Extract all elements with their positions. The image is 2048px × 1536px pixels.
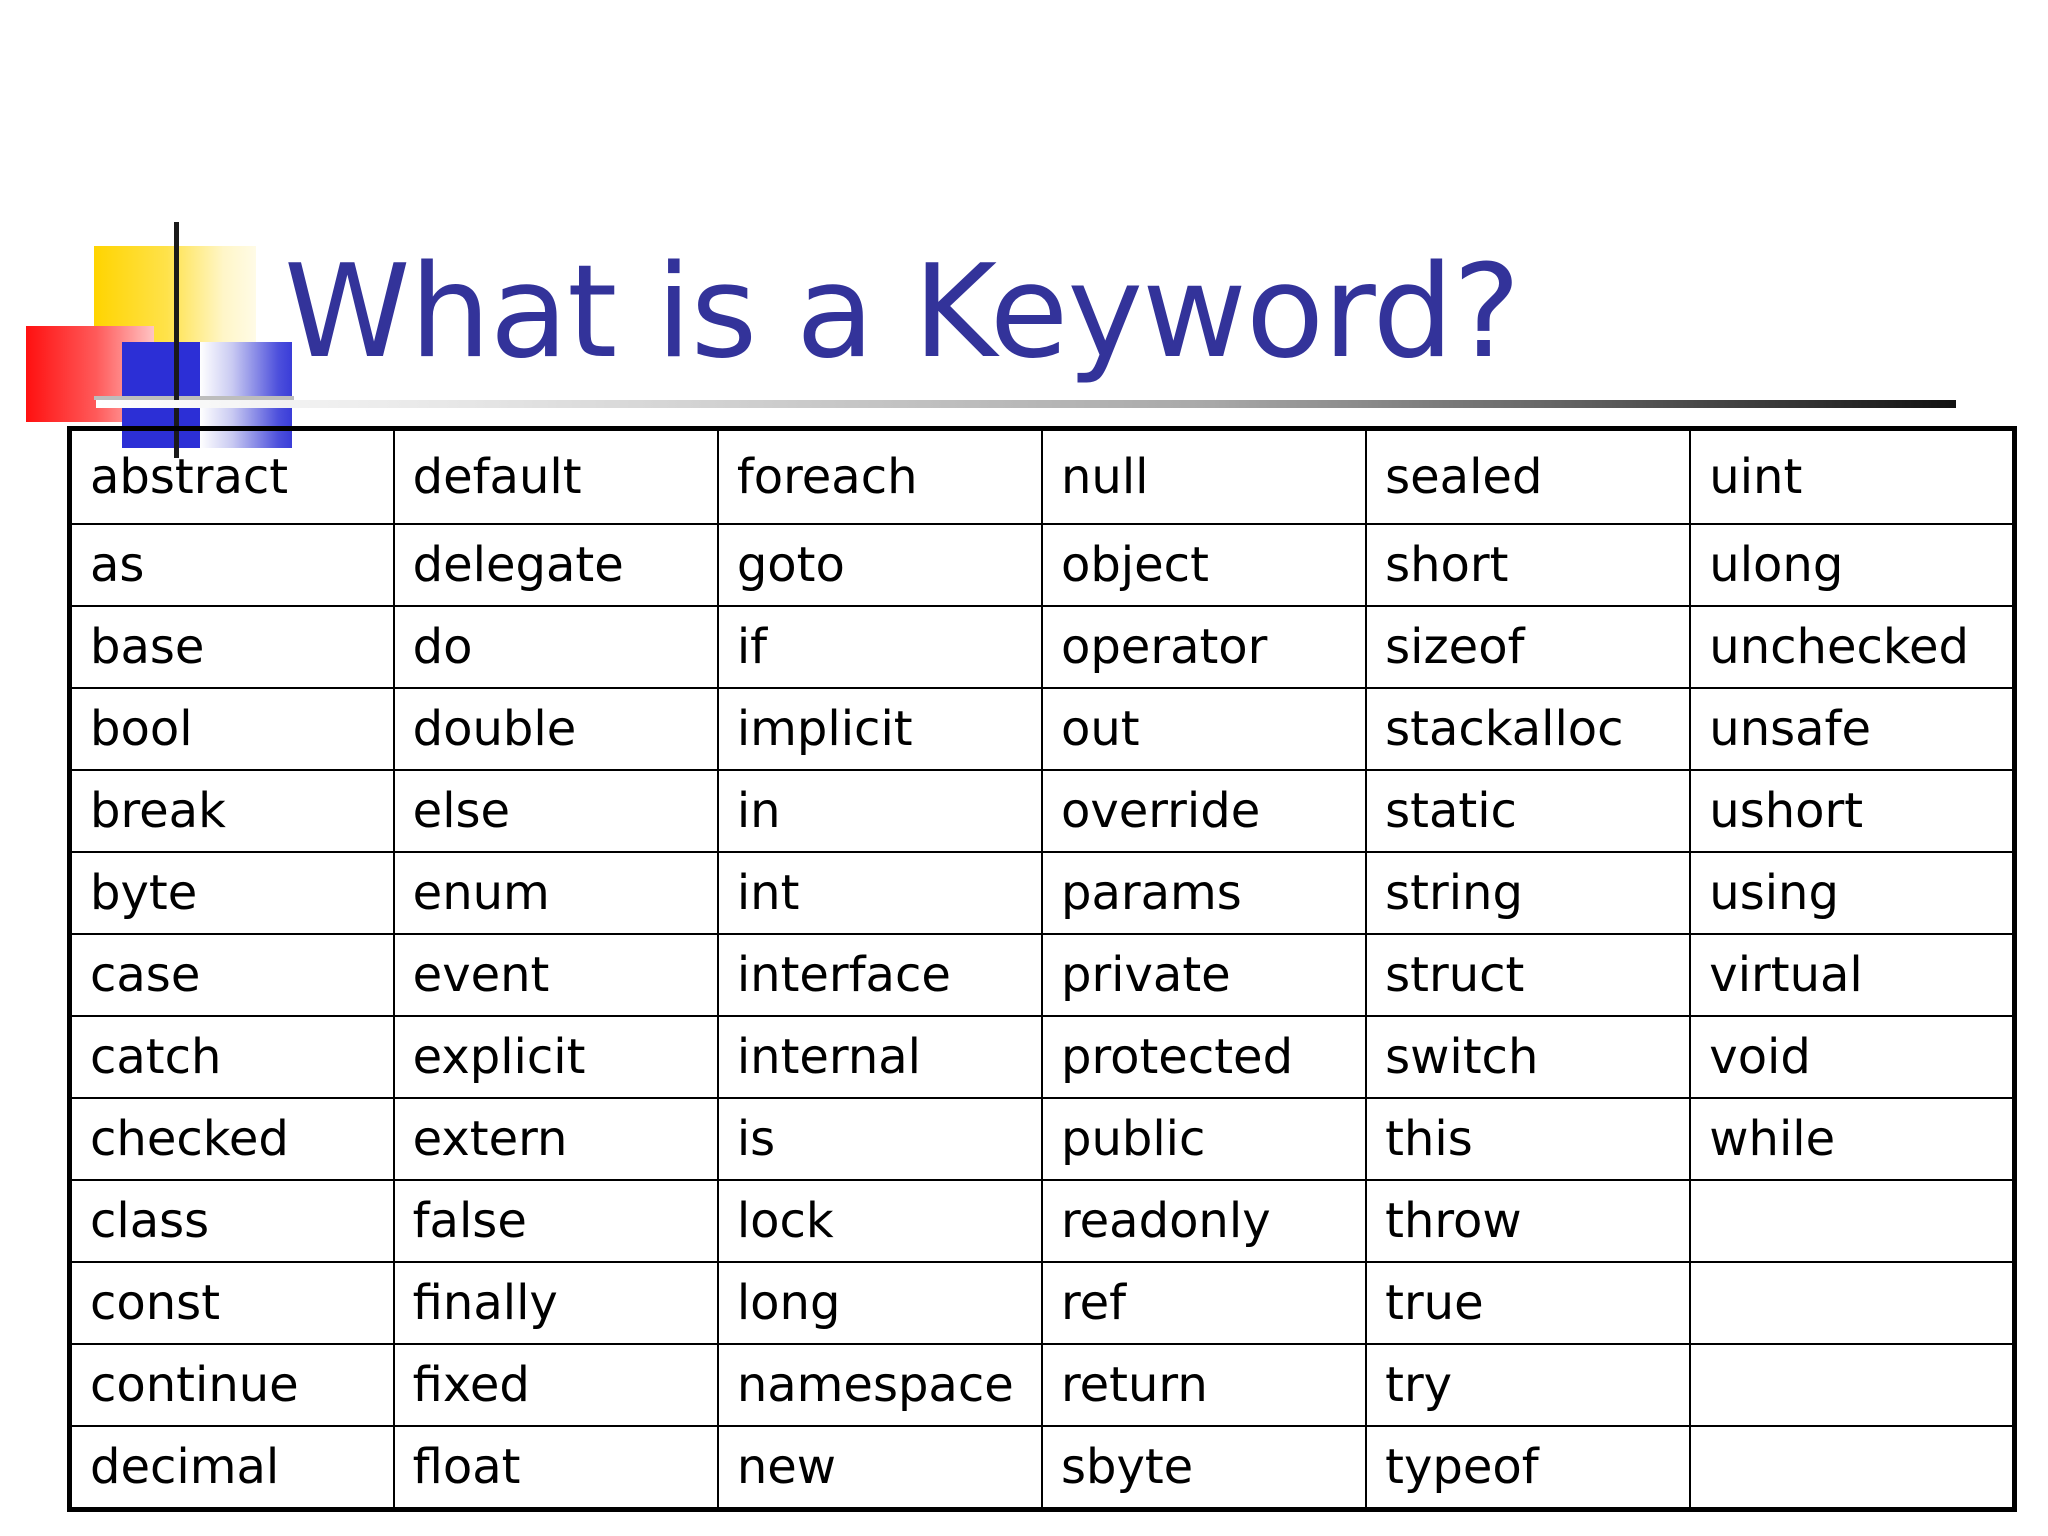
table-cell [718,688,1042,770]
table-cell [1690,1016,2014,1098]
table-cell [718,606,1042,688]
keyword-text: long [736,1275,841,1331]
table-cell [1366,1016,1690,1098]
table-cell [718,770,1042,852]
table-cell [1366,1262,1690,1344]
keyword-text: is [736,1111,776,1167]
keyword-text: ulong [1709,537,1844,593]
table-cell [70,524,394,606]
table-cell [70,429,394,525]
title-underline-rule [96,400,1956,408]
keyword-text: float [412,1439,521,1495]
table-cell [1690,1344,2014,1426]
keyword-text: case [90,947,201,1003]
keyword-text: delegate [412,537,624,593]
table-cell [1690,1262,2014,1344]
keyword-text: break [90,783,226,839]
table-row [70,1180,2015,1262]
table-cell [1042,1426,1366,1510]
keyword-text: void [1709,1029,1811,1085]
keyword-text: byte [90,865,198,921]
keyword-text: abstract [90,449,289,505]
table-cell [394,606,718,688]
table-cell [718,1016,1042,1098]
table-cell [1366,1426,1690,1510]
keyword-text: sbyte [1060,1439,1194,1495]
table-cell [394,429,718,525]
keyword-text: do [412,619,473,675]
keyword-text: as [90,537,145,593]
table-cell [1042,606,1366,688]
keyword-text: try [1385,1357,1453,1413]
table-cell [1690,606,2014,688]
table-cell [718,852,1042,934]
table-cell [70,1180,394,1262]
keyword-text: while [1709,1111,1836,1167]
keyword-text: struct [1385,947,1525,1003]
table-cell [1366,1344,1690,1426]
table-cell [70,1426,394,1510]
table-cell [394,1262,718,1344]
keyword-text: ref [1060,1275,1127,1331]
keyword-text: using [1709,865,1839,921]
keyword-text: internal [736,1029,921,1085]
keyword-text: if [736,619,768,675]
keyword-text: default [412,449,582,505]
keyword-text: public [1060,1111,1206,1167]
table-cell [394,934,718,1016]
table-cell [1042,688,1366,770]
keyword-text: new [736,1439,837,1495]
keyword-text: private [1060,947,1231,1003]
keyword-text: params [1060,865,1242,921]
table-cell [1366,524,1690,606]
table-cell [1690,770,2014,852]
table-cell [718,934,1042,1016]
table-cell [394,1344,718,1426]
keyword-text: namespace [736,1357,1014,1413]
keyword-text: uint [1709,449,1803,505]
keyword-text: checked [90,1111,289,1167]
table-cell [718,429,1042,525]
keyword-text: out [1060,701,1140,757]
keyword-text: class [90,1193,210,1249]
table-cell [394,688,718,770]
table-cell [1042,1098,1366,1180]
table-row [70,1426,2015,1510]
keyword-text: return [1060,1357,1208,1413]
table-cell [70,1262,394,1344]
keyword-text: const [90,1275,221,1331]
table-row [70,688,2015,770]
keyword-text: interface [736,947,951,1003]
keyword-text: operator [1060,619,1268,675]
table-cell [394,524,718,606]
table-cell [718,1262,1042,1344]
table-cell [1690,1098,2014,1180]
table-cell [70,934,394,1016]
table-cell [718,1426,1042,1510]
keyword-text: extern [412,1111,568,1167]
table-cell [1690,852,2014,934]
keyword-text: foreach [736,449,918,505]
keyword-text: this [1385,1111,1473,1167]
table-cell [1042,1262,1366,1344]
table-cell [718,524,1042,606]
table-cell [1366,770,1690,852]
keyword-text: readonly [1060,1193,1271,1249]
table-cell [394,770,718,852]
table-row [70,524,2015,606]
table-cell [1042,1344,1366,1426]
keyword-text: decimal [90,1439,280,1495]
keyword-text: unsafe [1709,701,1871,757]
table-cell [1690,1180,2014,1262]
table-cell [70,852,394,934]
keyword-text: bool [90,701,193,757]
table-cell [70,606,394,688]
keyword-text: virtual [1709,947,1863,1003]
keyword-text: finally [412,1275,558,1331]
keyword-text: continue [90,1357,299,1413]
keyword-text: fixed [412,1357,530,1413]
table-cell [1042,934,1366,1016]
table-cell [394,852,718,934]
keyword-text: unchecked [1709,619,1969,675]
table-cell [70,1344,394,1426]
table-cell [1042,429,1366,525]
keyword-text: implicit [736,701,913,757]
keyword-text: false [412,1193,527,1249]
table-cell [70,1016,394,1098]
table-cell [394,1180,718,1262]
table-cell [1366,852,1690,934]
table-row [70,429,2015,525]
keyword-text: event [412,947,550,1003]
keyword-text: catch [90,1029,222,1085]
table-cell [718,1180,1042,1262]
table-cell [1366,934,1690,1016]
keyword-text: throw [1385,1193,1522,1249]
keyword-text: double [412,701,577,757]
table-cell [1690,1426,2014,1510]
keyword-text: base [90,619,205,675]
table-cell [1690,524,2014,606]
keyword-text: typeof [1385,1439,1539,1495]
table-cell [1042,1016,1366,1098]
table-cell [1042,524,1366,606]
table-cell [1042,852,1366,934]
table-row [70,1344,2015,1426]
table-cell [1366,606,1690,688]
keyword-text: in [736,783,781,839]
table-cell [1366,429,1690,525]
keyword-table-body [70,429,2015,1510]
keyword-text: switch [1385,1029,1539,1085]
table-cell [1690,934,2014,1016]
keyword-text: override [1060,783,1261,839]
keyword-table [67,426,2017,1512]
table-cell [1690,429,2014,525]
keyword-text: protected [1060,1029,1294,1085]
table-cell [394,1016,718,1098]
colored-squares-logo-icon [26,222,296,458]
keyword-text: stackalloc [1385,701,1624,757]
table-cell [394,1098,718,1180]
logo-vertical-line [174,222,179,458]
table-row [70,1098,2015,1180]
keyword-text: true [1385,1275,1484,1331]
keyword-text: ushort [1709,783,1864,839]
keyword-text: else [412,783,511,839]
table-cell [1690,688,2014,770]
table-cell [70,688,394,770]
table-cell [1042,1180,1366,1262]
table-row [70,606,2015,688]
slide-title: What is a Keyword? [284,238,1520,387]
keyword-text: null [1060,449,1149,505]
keyword-text: sealed [1385,449,1543,505]
keyword-text: lock [736,1193,834,1249]
keyword-text: object [1060,537,1209,593]
keyword-text: sizeof [1385,619,1525,675]
table-cell [70,770,394,852]
keyword-text: explicit [412,1029,586,1085]
keyword-text: goto [736,537,845,593]
table-row [70,1262,2015,1344]
keyword-text: short [1385,537,1509,593]
keyword-text: static [1385,783,1517,839]
table-row [70,852,2015,934]
table-cell [1366,1180,1690,1262]
keyword-text: string [1385,865,1523,921]
table-row [70,770,2015,852]
table-cell [394,1426,718,1510]
table-cell [1366,1098,1690,1180]
keyword-text: enum [412,865,550,921]
table-cell [70,1098,394,1180]
table-row [70,934,2015,1016]
keyword-text: int [736,865,800,921]
table-cell [718,1344,1042,1426]
table-cell [718,1098,1042,1180]
table-cell [1042,770,1366,852]
table-cell [1366,688,1690,770]
table-row [70,1016,2015,1098]
